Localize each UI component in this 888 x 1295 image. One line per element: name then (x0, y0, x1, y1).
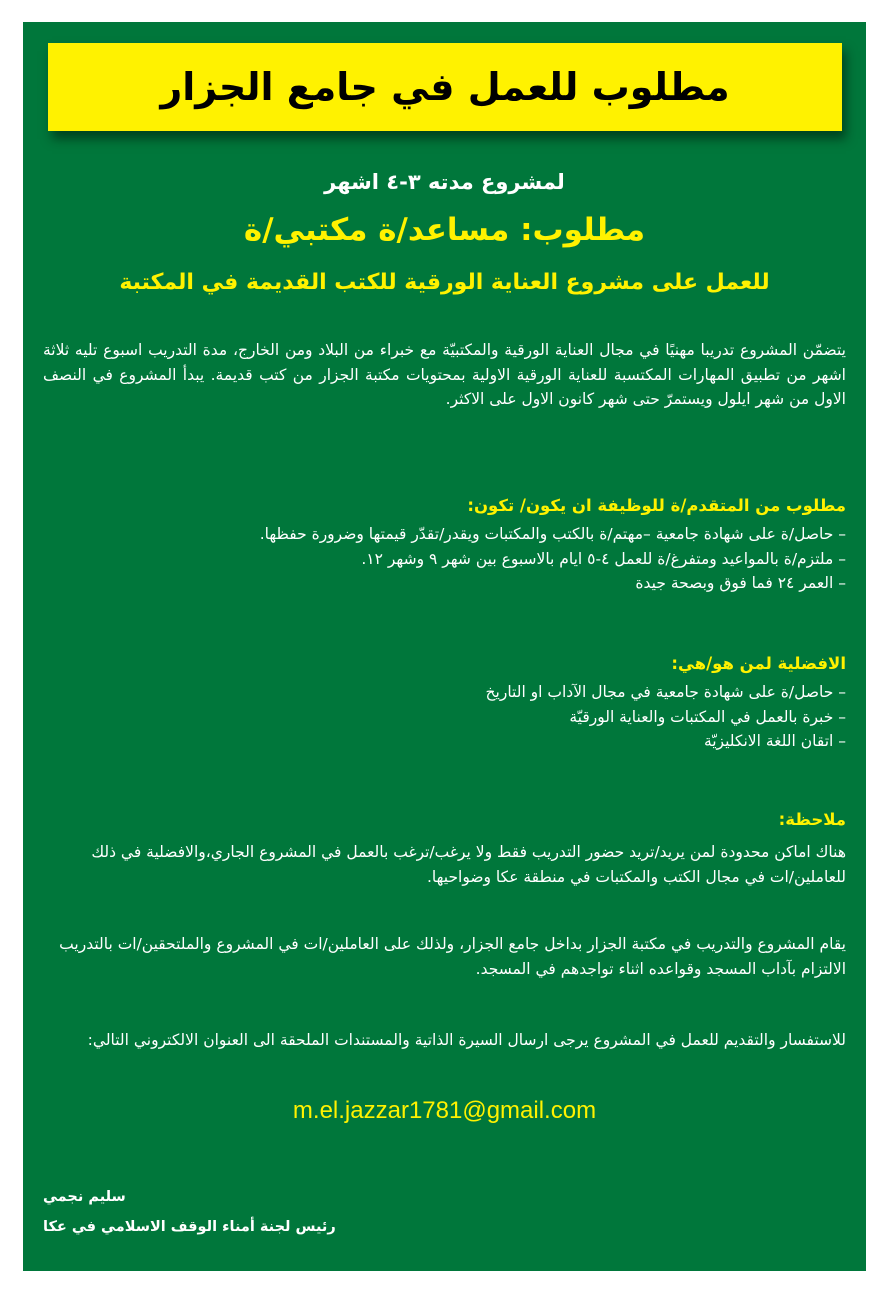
preference-list (43, 680, 846, 754)
title-banner (48, 43, 842, 131)
signature-role: رئيس لجنة أمناء الوقف الاسلامي في عكا (43, 1219, 336, 1235)
preference-item: – خبرة بالعمل في المكتبات والعناية الورقيّة (569, 707, 846, 726)
signature-name: سليم نجمي (43, 1189, 126, 1205)
requirement-item: – العمر ٢٤ فما فوق وبصحة جيدة (635, 574, 846, 592)
position-title: مطلوب: مساعد/ة مكتبي/ة (243, 212, 646, 248)
preference-item: – اتقان اللغة الانكليزيّة (703, 732, 846, 750)
preference-title: الافضلية لمن هو/هي: (671, 654, 846, 673)
preference-item: – حاصل/ة على شهادة جامعية في مجال الآداب او التاريخ (485, 683, 846, 701)
note-paragraph-1: هناك اماكن محدودة لمن يريد/تريد حضور التدريب فقط ولا يرغب/ترغب بالعمل في المشروع الجاري،والافضلية في ذلك للعاملين/ات في مجال الكتب والمكتبات في منطقة عكا وضواحيها. (91, 843, 846, 886)
requirement-item: – حاصل/ة على شهادة جامعية –مهتم/ة بالكتب والمكتبات ويقدر/تقدّر قيمتها وضرورة حفظها. (259, 525, 846, 543)
contact-email[interactable]: m.el.jazzar1781@gmail.com (292, 1097, 597, 1124)
signature-name-row (43, 1189, 846, 1205)
requirements-title: مطلوب من المتقدم/ة للوظيفة ان يكون/ تكون: (467, 496, 846, 515)
poster-panel (23, 22, 866, 1271)
signature-role-row (43, 1219, 846, 1235)
intro-paragraph: يتضمّن المشروع تدريبا مهنيًا في مجال العناية الورقية والمكتبيّة مع خبراء من البلاد ومن الخارج، مدة التدريب اسبوع تليه ثلاثة اشهر من تطبيق المهارات المكتسبة للعناية الورقية الاولية بمحتويات مكتبة الجزار من كتب قديمة. يبدأ المشروع في النصف الاول من شهر ايلول ويستمرّ حتى شهر كانون الاول على الاكثر. (43, 341, 846, 408)
note-paragraph-2: يقام المشروع والتدريب في مكتبة الجزار بداخل جامع الجزار، ولذلك على العاملين/ات في المشروع والملتحقين/ات بالتدريب الالتزام بآداب المسجد وقواعده اثناء تواجدهم في المسجد. (59, 935, 846, 978)
note-paragraph-3: للاستفسار والتقديم للعمل في المشروع يرجى ارسال السيرة الذاتية والمستندات الملحقة الى العنوان الالكتروني التالي: (87, 1031, 846, 1049)
requirement-item: – ملتزم/ة بالمواعيد ومتفرغ/ة للعمل ٤-٥ ايام بالاسبوع بين شهر ٩ وشهر ١٢. (361, 549, 846, 568)
project-duration: لمشروع مدته ٣-٤ اشهر (324, 170, 565, 194)
requirements-list (43, 522, 846, 596)
project-description: للعمل على مشروع العناية الورقية للكتب القديمة في المكتبة (119, 270, 770, 295)
note-title: ملاحظة: (778, 810, 846, 829)
banner-title: مطلوب للعمل في جامع الجزار (160, 65, 730, 109)
